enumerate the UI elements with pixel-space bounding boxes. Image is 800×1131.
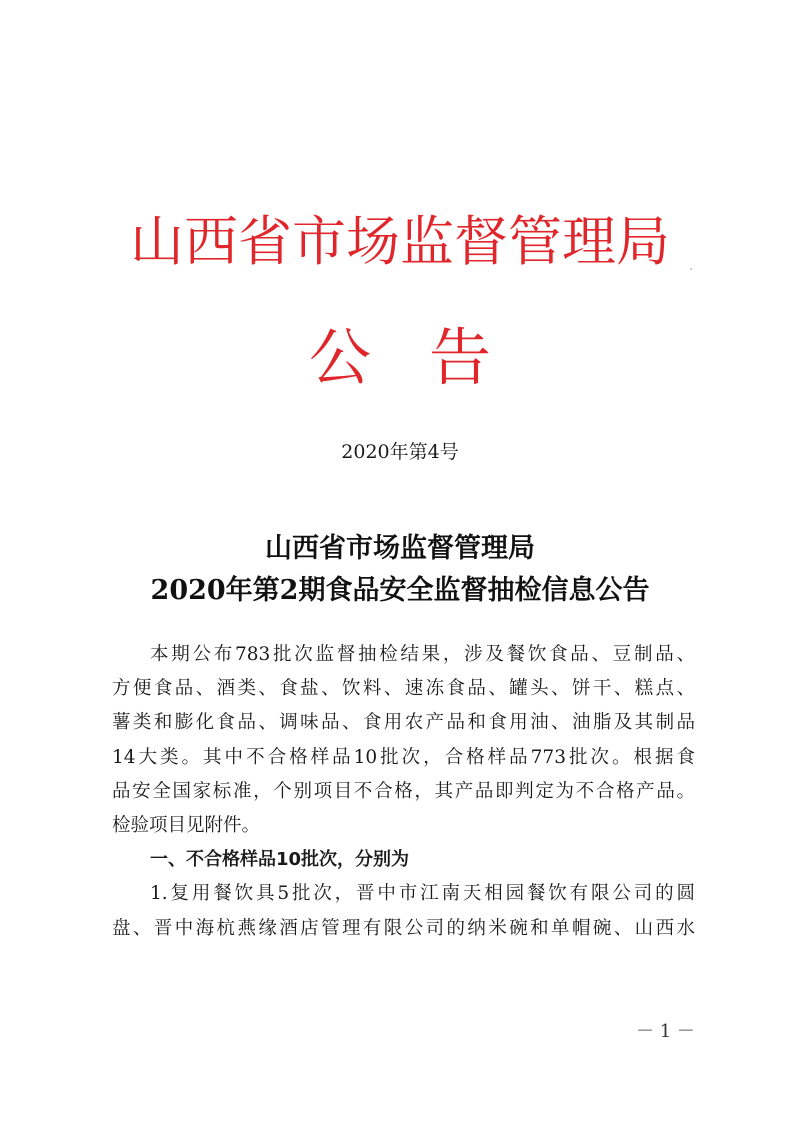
section-1-heading: 一、不合格样品10批次，分别为	[150, 849, 410, 871]
document-type-title: 公告	[308, 321, 549, 394]
document-number: 2020年第4号	[341, 441, 459, 463]
item-1-line: 盘、晋中海杭燕缘酒店管理有限公司的纳米碗和单帽碗、山西水	[112, 917, 695, 939]
paragraph-1-line: 品安全国家标准，个别项目不合格，其产品即判定为不合格产品。	[112, 780, 695, 802]
notice-title	[0, 528, 800, 612]
paragraph-1-line: 检验项目见附件。	[112, 814, 261, 836]
paragraph-1-line: 方便食品、酒类、食盐、饮料、速冻食品、罐头、饼干、糕点、	[112, 678, 695, 700]
paragraph-1-line: 14大类。其中不合格样品10批次，合格样品773批次。根据食	[112, 746, 695, 768]
issuing-organization: 山西省市场监督管理局	[130, 210, 670, 273]
notice-title-line-2: 2020年第2期食品安全监督抽检信息公告	[150, 575, 650, 606]
page-number: － 1 －	[636, 1021, 695, 1042]
paragraph-1-line: 本期公布783批次监督抽检结果，涉及餐饮食品、豆制品、	[150, 644, 695, 665]
item-1-line: 1.复用餐饮具5批次，晋中市江南天相园餐饮有限公司的圆	[150, 883, 695, 905]
notice-title-line-1: 山西省市场监督管理局	[265, 533, 535, 564]
scan-speck	[690, 268, 692, 270]
body-text	[112, 638, 695, 946]
paragraph-1-line: 薯类和膨化食品、调味品、食用农产品和食用油、油脂及其制品	[112, 712, 695, 734]
